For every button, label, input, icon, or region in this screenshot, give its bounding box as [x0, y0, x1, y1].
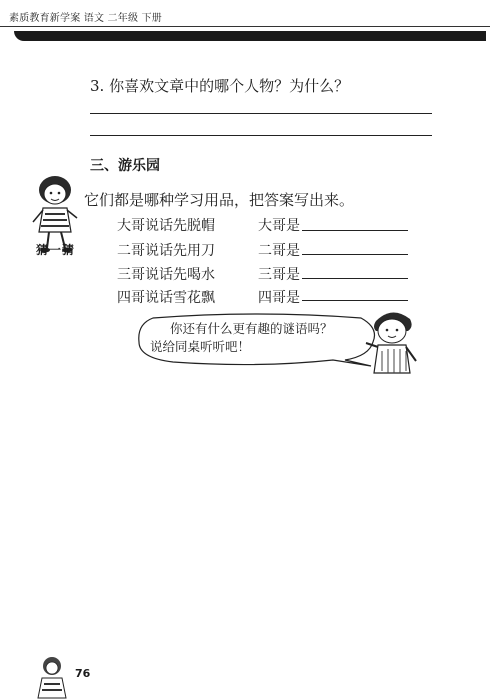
page-header — [0, 0, 490, 40]
bubble-text-line-2: 说给同桌听听吧！ — [150, 339, 251, 354]
header-rule — [0, 26, 490, 27]
answer-blank-1[interactable] — [302, 230, 408, 231]
riddle-1: 大哥说话先脱帽 — [117, 218, 215, 234]
riddle-4: 四哥说话雪花飘 — [117, 290, 215, 306]
boy-illustration-icon — [362, 305, 422, 383]
answer-blank-4[interactable] — [302, 300, 408, 301]
question-3: 3. 你喜欢文章中的哪个人物？为什么？ — [90, 77, 350, 95]
riddle-3: 三哥说话先喝水 — [117, 267, 215, 283]
page-number: 76 — [75, 667, 91, 680]
riddle-2: 二哥说话先用刀 — [117, 243, 215, 259]
answer-line-1[interactable] — [90, 113, 432, 114]
header-title: 素质教育新学案 语文 二年级 下册 — [9, 13, 162, 24]
answer-label-2: 二哥是 — [258, 243, 300, 259]
answer-label-1: 大哥是 — [258, 218, 300, 234]
answer-line-2[interactable] — [90, 135, 432, 136]
answer-label-3: 三哥是 — [258, 267, 300, 283]
guess-badge: 猜一猜 — [36, 243, 76, 257]
answer-blank-2[interactable] — [302, 254, 408, 255]
header-bar — [14, 31, 486, 41]
bubble-text-line-1: 你还有什么更有趣的谜语吗？ — [170, 321, 333, 336]
answer-blank-3[interactable] — [302, 278, 408, 279]
answer-label-4: 四哥是 — [258, 290, 300, 306]
guess-instruction: 它们都是哪种学习用品，把答案写出来。 — [84, 191, 355, 209]
corner-illustration-icon — [32, 652, 72, 700]
section-title: 三、游乐园 — [90, 158, 160, 174]
